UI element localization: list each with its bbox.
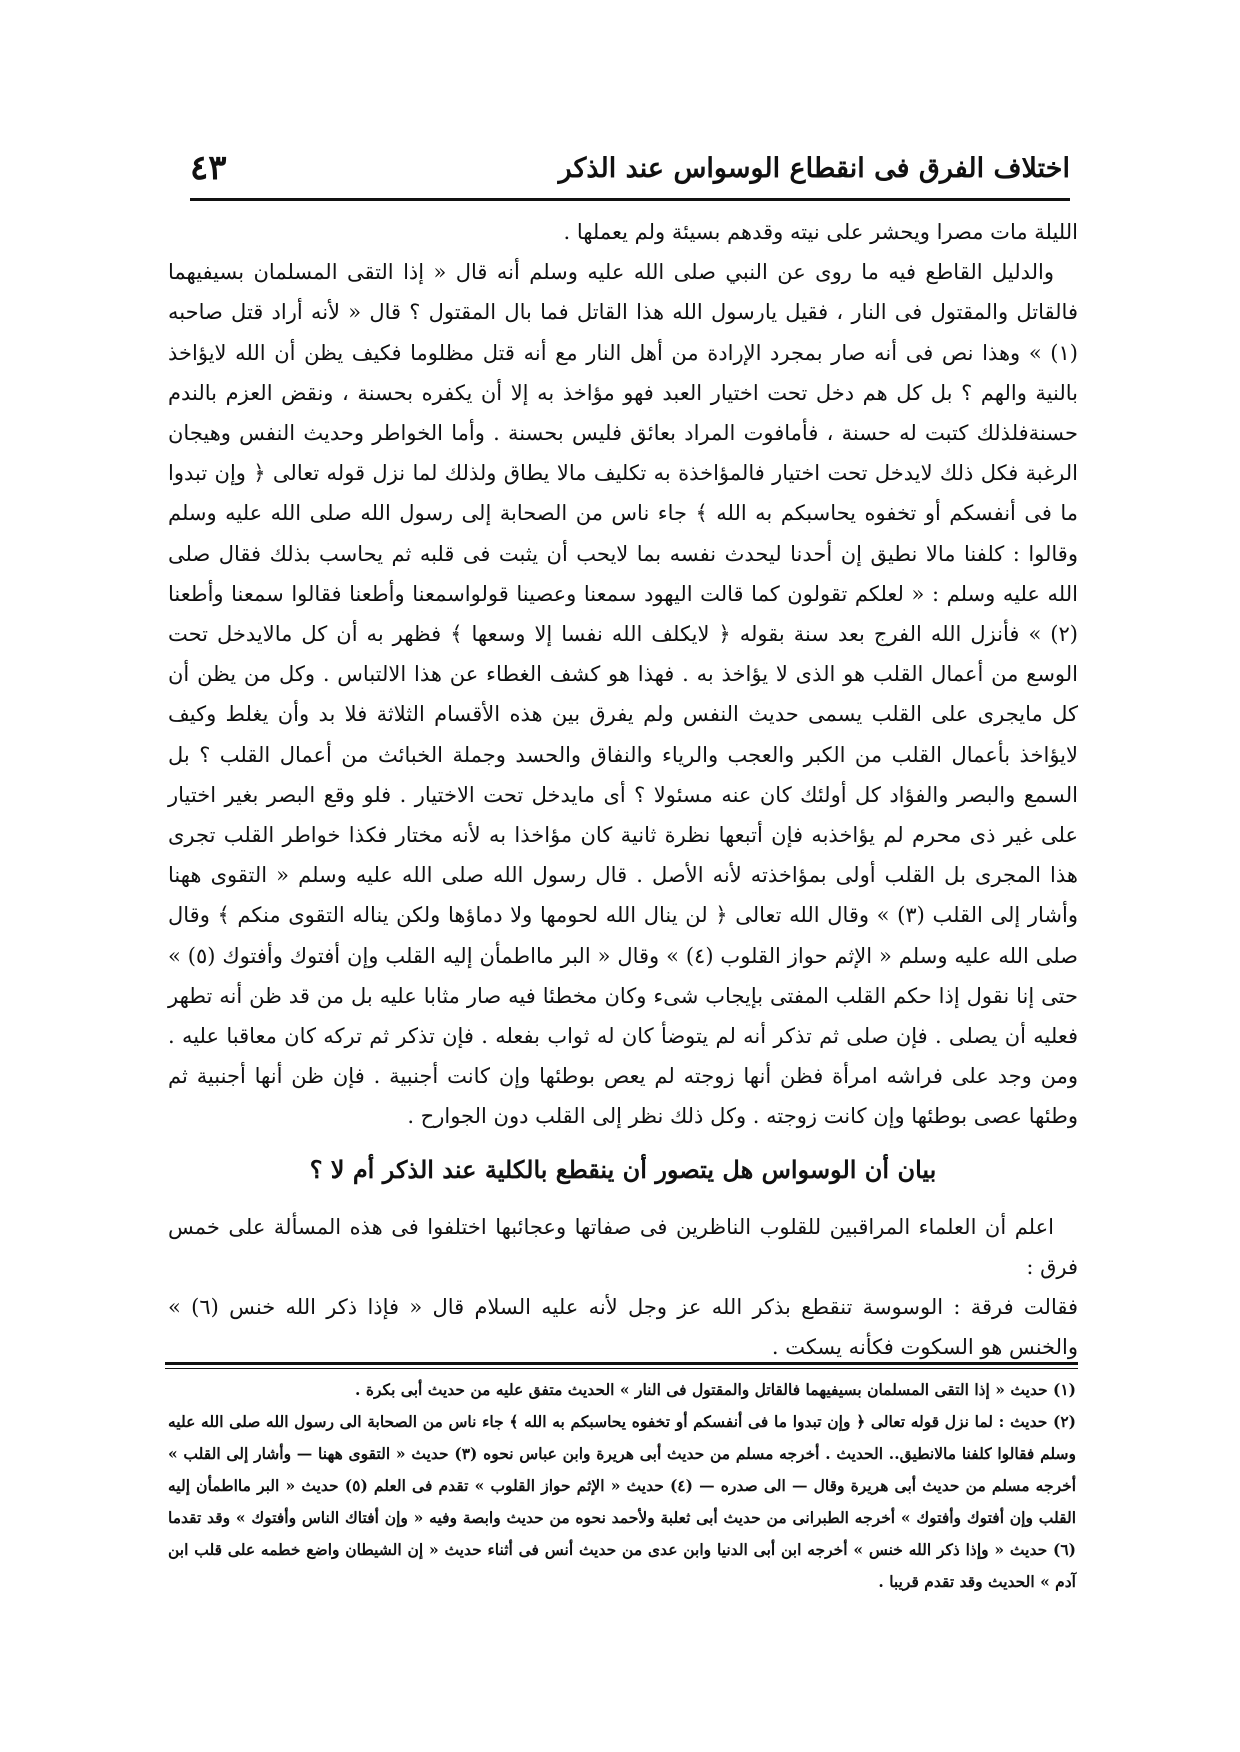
paragraph: فقالت فرقة : الوسوسة تنقطع بذكر الله عز وجل لأنه عليه السلام قال « فإذا ذكر الله خنس (٦) » والخنس هو السكوت فكأنه يسكت .: [168, 1295, 1079, 1360]
paragraph: الليلة مات مصرا ويحشر على نيته وقدهم بسيئة ولم يعملها .: [563, 220, 1078, 244]
main-text: [168, 212, 1078, 1367]
section-heading: بيان أن الوسواس هل يتصور أن ينقطع بالكلية عند الذكر أم لا ؟: [309, 1154, 937, 1184]
paragraph: والدليل القاطع فيه ما روى عن النبي صلى الله عليه وسلم أنه قال « إذا التقى المسلمان بسيفيهما فالقاتل والمقتول فى النار ، فقيل يارسول الله هذا القاتل فما بال المقتول ؟ قال « لأنه أراد قتل صاحبه (١) » وهذا نص فى أنه صار بمجرد الإرادة من أهل النار مع أنه قتل مظلوما فكيف يظن أن الله لايؤاخذ بالنية والهم ؟ بل كل هم دخل تحت اختيار العبد فهو مؤاخذ به إلا أن يكفره بحسنة ، ونقض العزم بالندم حسنةفلذلك كتبت له حسنة ، فأمافوت المراد بعائق فليس بحسنة . وأما الخواطر وحديث النفس وهيجان الرغبة فكل ذلك لايدخل تحت اختيار فالمؤاخذة به تكليف مالا يطاق ولذلك لما نزل قوله تعالى ﴿ وإن تبدوا ما فى أنفسكم أو تخفوه يحاسبكم به الله ﴾ جاء ناس من الصحابة إلى رسول الله صلى الله عليه وسلم وقالوا : كلفنا مالا نطيق إن أحدنا ليحدث نفسه بما لايحب أن يثبت فى قلبه ثم يحاسب بذلك فقال صلى الله عليه وسلم : « لعلكم تقولون كما قالت اليهود سمعنا وعصينا قولواسمعنا وأطعنا فقالوا سمعنا وأطعنا (٢) » فأنزل الله الفرج بعد سنة بقوله ﴿ لايكلف الله نفسا إلا وسعها ﴾ فظهر به أن كل مالايدخل تحت الوسع من أعمال القلب هو الذى لا يؤاخذ به . فهذا هو كشف الغطاء عن هذا الالتباس . وكل من يظن أن كل مايجرى على القلب يسمى حديث النفس ولم يفرق بين هذه الأقسام الثلاثة فلا بد وأن يغلط وكيف لايؤاخذ بأعمال القلب من الكبر والعجب والرياء والنفاق والحسد وجملة الخبائث من أعمال القلب ؟ بل السمع والبصر والفؤاد كل أولئك كان عنه مسئولا ؟ أى مايدخل تحت الاختيار . فلو وقع البصر بغير اختيار على غير ذى محرم لم يؤاخذبه فإن أتبعها نظرة ثانية كان مؤاخذا به لأنه مختار فكذا خواطر القلب تجرى هذا المجرى بل القلب أولى بمؤاخذته لأنه الأصل . قال رسول الله صلى الله عليه وسلم « التقوى ههنا وأشار إلى القلب (٣) » وقال الله تعالى ﴿ لن ينال الله لحومها ولا دماؤها ولكن يناله التقوى منكم ﴾ وقال صلى الله عليه وسلم « الإثم حواز القلوب (٤) » وقال « البر مااطمأن إليه القلب وإن أفتوك وأفتوك (٥) » حتى إنا نقول إذا حكم القلب المفتى بإيجاب شىء وكان مخطئا فيه صار مثابا عليه بل من قد ظن أنه تطهر فعليه أن يصلى . فإن صلى ثم تذكر أنه لم يتوضأ كان له ثواب بفعله . فإن تذكر ثم تركه كان معاقبا عليه . ومن وجد على فراشه امرأة فظن أنها زوجته لم يعص بوطئها وإن كانت أجنبية . فإن ظن أنها أجنبية ثم وطئها عصى بوطئها وإن كانت زوجته . وكل ذلك نظر إلى القلب دون الجوارح .: [168, 260, 1079, 1129]
footnotes: [168, 1374, 1076, 1598]
footnote-rule-thin: [165, 1368, 1078, 1369]
page-header: [190, 140, 1070, 196]
header-rule: [190, 198, 1070, 201]
page-number: ٤٣: [190, 148, 227, 188]
footnote-rule: [165, 1362, 1078, 1365]
footnote: (٢) حديث : لما نزل قوله تعالى ﴿ وإن تبدوا ما فى أنفسكم أو تخفوه يحاسبكم به الله ﴾ جاء ناس من الصحابة الى رسول الله صلى الله عليه وسلم فقالوا كلفنا مالانطيق.. الحديث . أخرجه مسلم من حديث أبى هريرة وابن عباس نحوه (٣) حديث « التقوى ههنا — وأشار إلى القلب » أخرجه مسلم من حديث أبى هريرة وقال — الى صدره — (٤) حديث « الإثم حواز القلوب » تقدم فى العلم (٥) حديث « البر مااطمأن إليه القلب وإن أفتوك وأفتوك » أخرجه الطبرانى من حديث أبى ثعلبة ولأحمد نحوه من حديث وابصة وفيه « وإن أفتاك الناس وأفتوك » وقد تقدما (٦) حديث « وإذا ذكر الله خنس » أخرجه ابن أبى الدنيا وابن عدى من حديث أنس فى أثناء حديث « إن الشيطان واضع خطمه على قلب ابن آدم » الحديث وقد تقدم قريبا .: [168, 1412, 1077, 1591]
paragraph: اعلم أن العلماء المراقبين للقلوب الناظرين فى صفاتها وعجائبها اختلفوا فى هذه المسألة على خمس فرق :: [168, 1214, 1078, 1279]
running-title: اختلاف الفرق فى انقطاع الوسواس عند الذكر: [558, 152, 1070, 184]
footnote: (١) حديث « إذا التقى المسلمان بسيفيهما فالقاتل والمقتول فى النار » الحديث متفق عليه من حديث أبى بكرة .: [355, 1380, 1076, 1399]
